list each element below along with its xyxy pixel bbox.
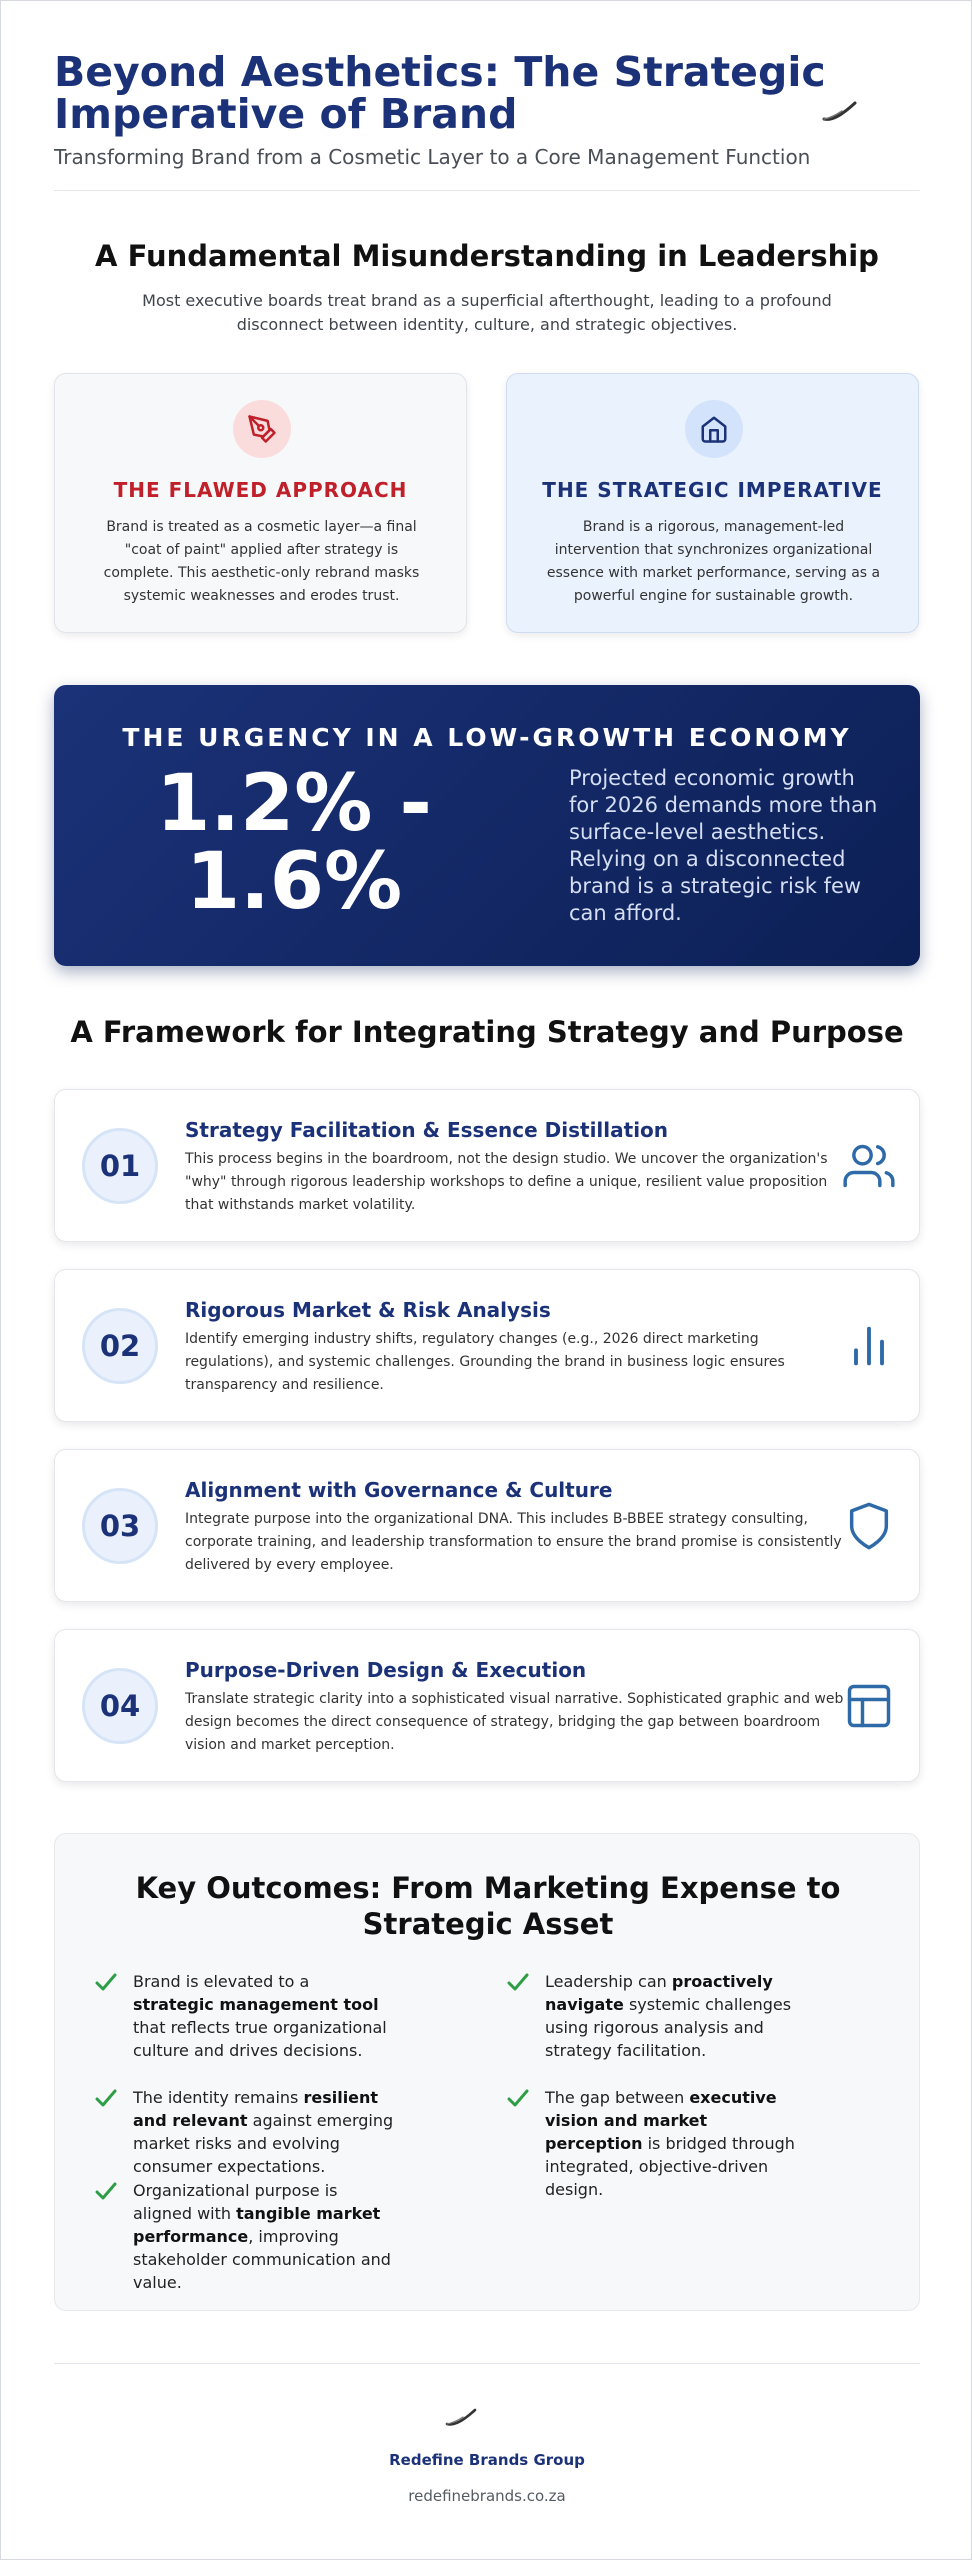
outcome-text-bold: resilient and relevant — [133, 2088, 379, 2130]
outcome-item — [55, 2086, 395, 2178]
users-icon — [843, 1140, 895, 1192]
step-text: Identify emerging industry shifts, regulatory changes (e.g., 2026 direct marketing regulations), and systemic challenges. Grounding the brand in business logic ensures transparency and resilience. — [185, 1331, 785, 1393]
key-outcomes-panel — [54, 1833, 920, 2311]
framework-step-3 — [54, 1449, 920, 1602]
outcome-text-pre: Brand is elevated to a — [133, 1972, 310, 1991]
strategic-icon-circle — [685, 400, 743, 458]
step-title: Strategy Facilitation & Essence Distillation — [185, 1118, 669, 1142]
page-title: Beyond Aesthetics: The Strategic Imperative of Brand — [54, 48, 826, 138]
swoosh-logo-icon — [445, 2406, 477, 2428]
shield-icon — [843, 1500, 895, 1552]
growth-stat-line-1: 1.2% - — [156, 759, 432, 849]
outcome-item — [467, 2086, 807, 2201]
growth-stat — [94, 759, 494, 927]
bar-chart-icon — [843, 1320, 895, 1372]
outcome-text-post: that reflects true organizational culture and drives decisions. — [133, 2018, 387, 2060]
step-text: Translate strategic clarity into a sophisticated visual narrative. Sophisticated graphic and web design becomes the direct consequence of strategy, bridging the gap between boardroom vision and market perception. — [185, 1691, 844, 1753]
swoosh-logo-icon — [822, 99, 858, 123]
outcome-text-post: , improving stakeholder communication and value. — [133, 2227, 391, 2292]
flawed-approach-card — [54, 373, 467, 633]
step-number: 03 — [82, 1488, 158, 1564]
step-number: 02 — [82, 1308, 158, 1384]
header — [54, 48, 920, 191]
step-title: Purpose-Driven Design & Execution — [185, 1658, 587, 1682]
checkmark-icon — [95, 2181, 117, 2201]
checkmark-icon — [95, 2088, 117, 2108]
outcome-text-post: systemic challenges using rigorous analysis and strategy facilitation. — [545, 1995, 792, 2060]
framework-title: A Framework for Integrating Strategy and Purpose — [70, 1015, 904, 1049]
outcome-text-pre: Organizational purpose is aligned with — [133, 2181, 338, 2223]
outcome-text-pre: The gap between — [545, 2088, 690, 2107]
step-number: 01 — [82, 1128, 158, 1204]
step-title: Rigorous Market & Risk Analysis — [185, 1298, 551, 1322]
checkmark-icon — [95, 1972, 117, 1992]
step-number: 04 — [82, 1668, 158, 1744]
intro-text: Most executive boards treat brand as a superficial afterthought, leading to a profound disconnect between identity, culture, and strategic objectives. — [142, 291, 832, 334]
step-text: This process begins in the boardroom, not the design studio. We uncover the organization's "why" through rigorous leadership workshops to define a unique, resilient value proposition that withstands market volatility. — [185, 1151, 828, 1213]
outcome-text-bold: proactively navigate — [545, 1972, 773, 2014]
checkmark-icon — [507, 2088, 529, 2108]
step-text: Integrate purpose into the organizational DNA. This includes B-BBEE strategy consulting, corporate training, and leadership transformation to ensure the brand promise is consistently delivered by every employee. — [185, 1511, 842, 1573]
footer-website-link[interactable]: redefinebrands.co.za — [408, 2487, 566, 2505]
strategic-imperative-text: Brand is a rigorous, management-led intervention that synchronizes organizational essence with market performance, serving as a powerful engine for sustainable growth. — [546, 519, 881, 604]
layout-icon — [843, 1680, 895, 1732]
step-title: Alignment with Governance & Culture — [185, 1478, 613, 1502]
outcome-text-pre: The identity remains — [133, 2088, 304, 2107]
outcome-text-post: is bridged through integrated, objective-driven design. — [545, 2134, 795, 2199]
outcome-text-bold: tangible market performance — [133, 2204, 381, 2246]
framework-step-1 — [54, 1089, 920, 1242]
footer-company-name: Redefine Brands Group — [389, 2451, 585, 2469]
pen-nib-icon — [247, 414, 277, 444]
page-subtitle: Transforming Brand from a Cosmetic Layer to a Core Management Function — [54, 145, 811, 169]
outcome-text-bold: executive vision and market perception — [545, 2088, 777, 2153]
framework-step-2 — [54, 1269, 920, 1422]
outcome-item — [55, 1970, 395, 2062]
urgency-banner — [54, 685, 920, 966]
strategic-imperative-title: THE STRATEGIC IMPERATIVE — [542, 478, 883, 502]
outcomes-title: Key Outcomes: From Marketing Expense to Strategic Asset — [135, 1871, 841, 1941]
urgency-title: THE URGENCY IN A LOW-GROWTH ECONOMY — [122, 723, 852, 752]
checkmark-icon — [507, 1972, 529, 1992]
strategic-imperative-card — [506, 373, 919, 633]
home-icon — [699, 414, 729, 444]
outcome-text-pre: Leadership can — [545, 1972, 672, 1991]
intro-title: A Fundamental Misunderstanding in Leadership — [95, 239, 879, 273]
outcome-text-post: against emerging market risks and evolving consumer expectations. — [133, 2111, 394, 2176]
urgency-description: Projected economic growth for 2026 demands more than surface-level aesthetics. Relying on a disconnected brand is a strategic risk few can afford. — [569, 766, 878, 925]
flawed-approach-text: Brand is treated as a cosmetic layer—a final "coat of paint" applied after strategy is complete. This aesthetic-only rebrand masks systemic weaknesses and erodes trust. — [103, 519, 420, 604]
outcome-item — [55, 2179, 395, 2294]
flawed-icon-circle — [233, 400, 291, 458]
framework-step-4 — [54, 1629, 920, 1782]
growth-stat-line-2: 1.6% — [185, 837, 403, 927]
footer-divider — [54, 2363, 920, 2364]
outcome-item — [467, 1970, 807, 2062]
flawed-approach-title: THE FLAWED APPROACH — [113, 478, 408, 502]
outcome-text-bold: strategic management tool — [133, 1995, 379, 2014]
